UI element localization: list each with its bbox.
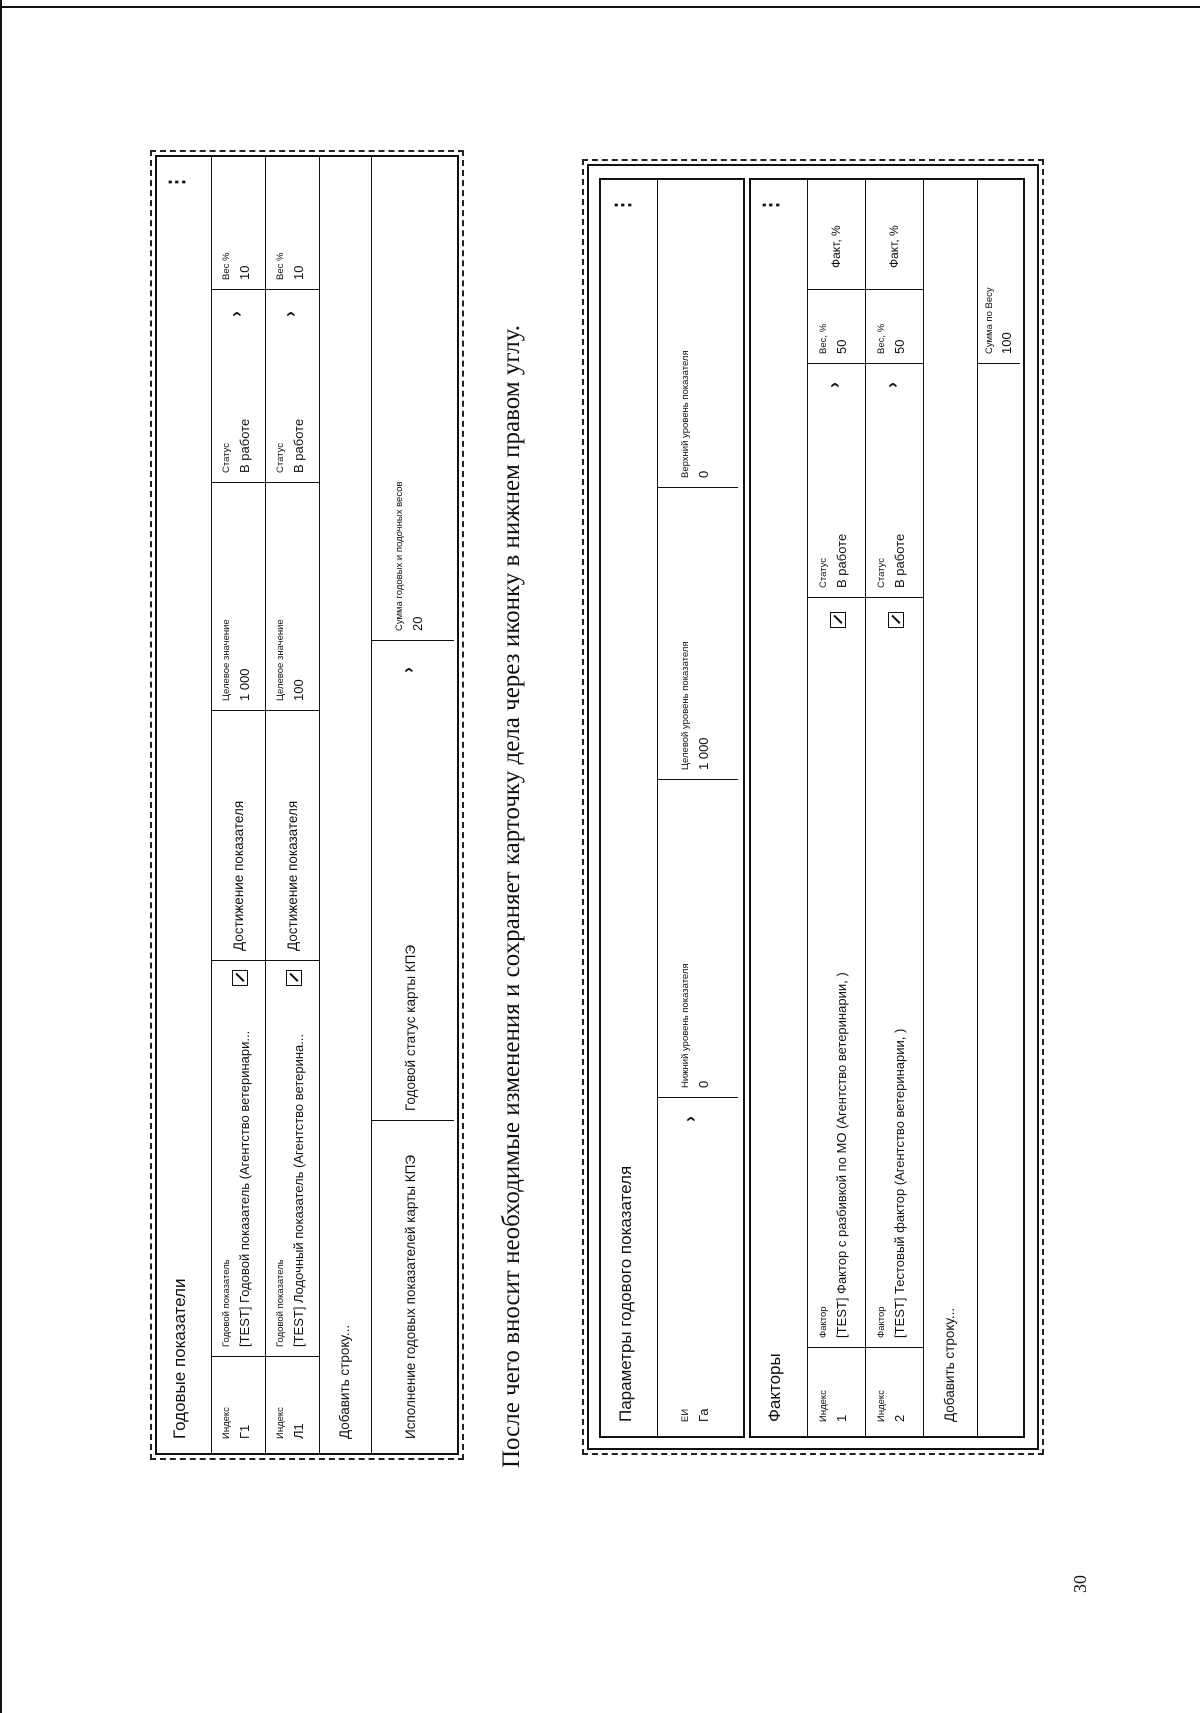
achievement-link[interactable]: Достижение показателя — [231, 800, 246, 951]
sum-value: 100 — [999, 332, 1014, 354]
add-row-link[interactable]: Добавить строку... — [337, 1324, 352, 1439]
weight-value: 50 — [892, 339, 907, 354]
index-value: Л1 — [291, 1423, 306, 1439]
chevron-right-icon[interactable]: › — [226, 311, 246, 317]
target-level-value: 1 000 — [696, 737, 711, 770]
annual-indicators-panel — [155, 155, 459, 1455]
lower-value: 0 — [696, 1080, 711, 1088]
table-row[interactable] — [211, 157, 266, 1453]
chevron-right-icon[interactable]: › — [398, 667, 418, 673]
add-row-link[interactable]: Добавить строку... — [942, 1307, 957, 1422]
target-level-label: Целевой уровень показателя — [680, 641, 691, 770]
chevron-right-icon[interactable]: › — [280, 311, 300, 317]
weight-label: Вес, % — [876, 323, 887, 354]
status-value: В работе — [892, 533, 907, 588]
index-value: 1 — [834, 1414, 849, 1422]
sum-value: 20 — [410, 616, 425, 631]
weight-label: Вес % — [275, 252, 286, 280]
subpanel-title: Факторы — [765, 1353, 784, 1422]
caption-text: После чего вносит необходимые изменения и сохраняет карточку дела через иконку в нижнем правом углу. — [498, 324, 525, 1468]
status-value: В работе — [291, 418, 306, 473]
factor-label: Фактор — [818, 1306, 829, 1338]
indicator-params-panel — [587, 164, 1039, 1450]
unit-label: ЕИ — [680, 1408, 691, 1422]
unit-value: Га — [696, 1408, 711, 1422]
target-value: 100 — [291, 679, 306, 701]
execution-label: Исполнение годовых показателей карты КПЭ — [403, 1154, 418, 1439]
params-row — [657, 180, 738, 1436]
name-label: Годовой показатель — [275, 1259, 286, 1347]
scan-edge-line — [0, 6, 1200, 8]
factors-subpanel — [749, 178, 1025, 1438]
achievement-link[interactable]: Достижение показателя — [285, 800, 300, 951]
table-row[interactable] — [807, 180, 866, 1436]
open-external-icon[interactable] — [232, 970, 248, 986]
name-value: [TEST] Лодочный показатель (Агентство ветерина... — [291, 1033, 306, 1347]
upper-label: Верхний уровень показателя — [680, 350, 691, 478]
status-value: В работе — [237, 418, 252, 473]
subpanel-title: Параметры годового показателя — [616, 1165, 635, 1422]
weight-label: Вес, % — [818, 323, 829, 354]
add-row[interactable] — [319, 157, 372, 1453]
fact-label: Факт, % — [829, 225, 843, 268]
add-row[interactable] — [923, 180, 978, 1436]
table-row[interactable] — [265, 157, 320, 1453]
index-label: Индекс — [876, 1390, 887, 1422]
scan-edge-line — [0, 0, 2, 1713]
index-value: 2 — [892, 1414, 907, 1422]
sum-label: Сумма годовых и подочных весов — [394, 481, 405, 631]
weight-value: 10 — [237, 265, 252, 280]
open-external-icon[interactable] — [830, 612, 846, 628]
panel-footer — [371, 157, 454, 1453]
weight-label: Вес % — [221, 252, 232, 280]
more-menu-icon[interactable]: ⋮ — [166, 171, 188, 192]
sum-label: Сумма по Весу — [984, 287, 995, 354]
name-value: [TEST] Годовой показатель (Агентство ветеринари... — [237, 1030, 252, 1347]
index-label: Индекс — [818, 1390, 829, 1422]
more-menu-icon[interactable]: ⋮ — [760, 194, 782, 215]
fact-label: Факт, % — [887, 225, 901, 268]
chevron-right-icon[interactable]: › — [680, 1116, 700, 1122]
factor-value: [TEST] Фактор с разбивкой по МО (Агентство ветеринарии, ) — [834, 972, 849, 1338]
open-external-icon[interactable] — [888, 612, 904, 628]
open-external-icon[interactable] — [286, 970, 302, 986]
weight-value: 10 — [291, 265, 306, 280]
status-label: Статус — [221, 442, 232, 473]
target-label: Целевое значение — [221, 619, 232, 701]
status-label: Статус — [876, 557, 887, 588]
chevron-right-icon[interactable]: › — [824, 382, 844, 388]
panel-title: Годовые показатели — [170, 1278, 189, 1439]
lower-label: Нижний уровень показателя — [680, 963, 691, 1088]
upper-value: 0 — [696, 470, 711, 478]
index-label: Индекс — [275, 1407, 286, 1439]
status-value: В работе — [834, 533, 849, 588]
status-label: Статус — [818, 557, 829, 588]
page-number: 30 — [1070, 1575, 1090, 1593]
annual-status-label: Годовой статус карты КПЭ — [403, 944, 418, 1111]
status-label: Статус — [275, 442, 286, 473]
weight-sum-row — [977, 180, 1020, 1436]
factor-label: Фактор — [876, 1306, 887, 1338]
index-value: Г1 — [237, 1424, 252, 1439]
name-label: Годовой показатель — [221, 1259, 232, 1347]
params-subpanel — [599, 178, 745, 1438]
target-label: Целевое значение — [275, 619, 286, 701]
factor-value: [TEST] Тестовый фактор (Агентство ветеринарии, ) — [892, 1028, 907, 1338]
table-row[interactable] — [865, 180, 924, 1436]
weight-value: 50 — [834, 339, 849, 354]
target-value: 1 000 — [237, 668, 252, 701]
index-label: Индекс — [221, 1407, 232, 1439]
more-menu-icon[interactable]: ⋮ — [612, 194, 634, 215]
chevron-right-icon[interactable]: › — [882, 382, 902, 388]
